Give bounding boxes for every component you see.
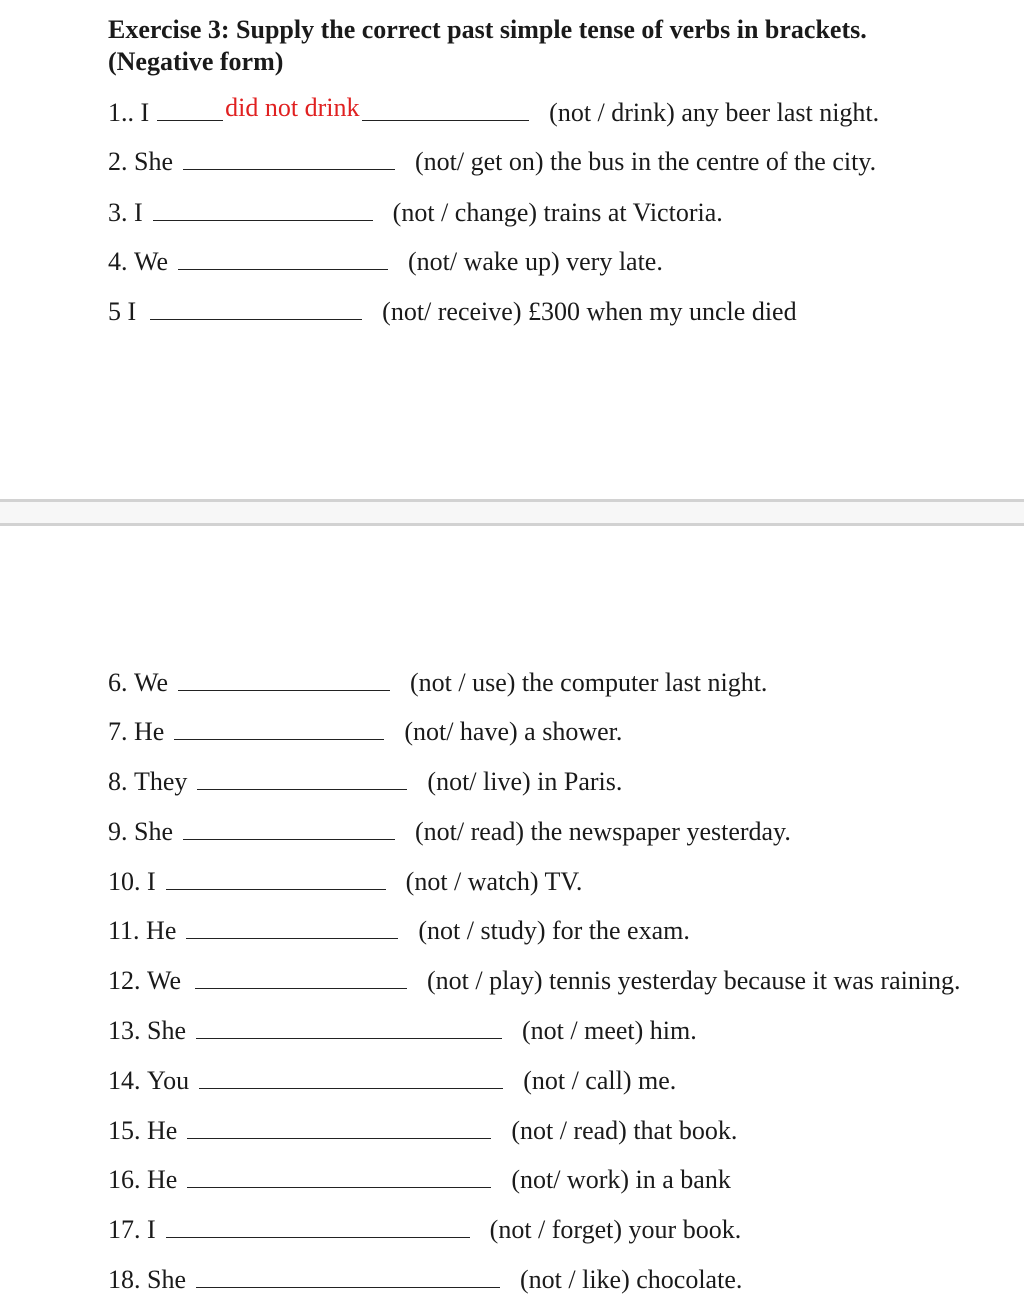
exercise-item-6: [108, 666, 767, 698]
verb-hint: (not / change) trains at Victoria.: [392, 198, 723, 227]
answer-blank[interactable]: [183, 815, 395, 840]
verb-hint: (not / forget) your book.: [489, 1215, 742, 1244]
item-number: 5: [108, 297, 121, 326]
item-subject: We: [134, 247, 168, 276]
item-subject: He: [134, 717, 165, 746]
item-number: 8.: [108, 767, 128, 796]
answer-blank[interactable]: [183, 145, 395, 170]
exercise-item-15: [108, 1114, 737, 1146]
item-subject: We: [134, 668, 168, 697]
answer-blank[interactable]: [150, 295, 362, 320]
item-subject: He: [146, 916, 177, 945]
item-subject: He: [147, 1116, 178, 1145]
item-subject: I: [147, 867, 156, 896]
verb-hint: (not/ read) the newspaper yesterday.: [415, 817, 791, 846]
verb-hint: (not / call) me.: [523, 1066, 677, 1095]
verb-hint: (not/ wake up) very late.: [408, 247, 663, 276]
item-subject: I: [147, 1215, 156, 1244]
exercise-item-8: [108, 765, 622, 797]
exercise-item-1: [108, 93, 880, 128]
exercise-item-14: [108, 1064, 676, 1096]
verb-hint: (not / watch) TV.: [405, 867, 583, 896]
verb-hint: (not / read) that book.: [511, 1116, 738, 1145]
verb-hint: (not/ receive) £300 when my uncle died: [382, 297, 797, 326]
item-subject: She: [147, 1016, 186, 1045]
title-line-2: (Negative form): [108, 47, 284, 76]
item-subject: You: [147, 1066, 190, 1095]
item-number: 10.: [108, 867, 141, 896]
exercise-item-17: [108, 1213, 741, 1245]
item-subject: We: [147, 966, 181, 995]
exercise-item-18: [108, 1263, 742, 1295]
item-number: 14.: [108, 1066, 141, 1095]
verb-hint: (not/ get on) the bus in the centre of the city.: [415, 147, 877, 176]
item-subject: I: [140, 98, 150, 127]
verb-hint: (not/ live) in Paris.: [427, 767, 623, 796]
verb-hint: (not / use) the computer last night.: [410, 668, 768, 697]
item-number: 12.: [108, 966, 141, 995]
item-subject: He: [147, 1165, 178, 1194]
answer-blank[interactable]: [174, 715, 384, 740]
item-number: 15.: [108, 1116, 141, 1145]
exercise-item-13: [108, 1014, 697, 1046]
exercise-item-5: [108, 295, 797, 327]
verb-hint: (not / drink) any beer last night.: [549, 98, 880, 127]
page-separator: [0, 499, 1024, 526]
verb-hint: (not/ work) in a bank: [511, 1165, 731, 1194]
exercise-item-2: [108, 145, 876, 177]
item-number: 16.: [108, 1165, 141, 1194]
answer-blank[interactable]: [178, 245, 388, 270]
answer-blank[interactable]: [199, 1064, 503, 1089]
item-number: 4.: [108, 247, 128, 276]
exercise-item-12: [108, 964, 961, 996]
answer-blank[interactable]: [197, 765, 407, 790]
verb-hint: (not/ have) a shower.: [404, 717, 623, 746]
item-number: 18.: [108, 1265, 141, 1294]
answer-blank[interactable]: [187, 1114, 491, 1139]
answer-blank[interactable]: [196, 1014, 502, 1039]
item-subject: She: [134, 817, 173, 846]
exercise-title: [108, 14, 867, 78]
exercise-item-3: [108, 196, 723, 228]
exercise-item-16: [108, 1163, 731, 1195]
title-line-1: Exercise 3: Supply the correct past simple tense of verbs in brackets.: [108, 15, 867, 44]
filled-answer: did not drink: [225, 93, 360, 122]
item-number: 17.: [108, 1215, 141, 1244]
answer-blank[interactable]: [166, 865, 386, 890]
exercise-item-7: [108, 715, 622, 747]
answer-blank[interactable]: [166, 1213, 470, 1238]
exercise-item-9: [108, 815, 791, 847]
item-number: 6.: [108, 668, 128, 697]
exercise-item-4: [108, 245, 663, 277]
verb-hint: (not / play) tennis yesterday because it was raining.: [427, 966, 961, 995]
answer-blank[interactable]: [157, 93, 529, 122]
item-subject: She: [134, 147, 173, 176]
answer-blank[interactable]: [186, 914, 398, 939]
item-number: 7.: [108, 717, 128, 746]
item-number: 11.: [108, 916, 140, 945]
verb-hint: (not / study) for the exam.: [418, 916, 690, 945]
item-subject: I: [134, 198, 143, 227]
item-number: 1..: [108, 98, 134, 127]
answer-blank[interactable]: [178, 666, 390, 691]
item-subject: She: [147, 1265, 186, 1294]
item-number: 3.: [108, 198, 128, 227]
answer-blank[interactable]: [196, 1263, 500, 1288]
answer-blank[interactable]: [195, 964, 407, 989]
answer-blank[interactable]: [153, 196, 373, 221]
item-subject: I: [127, 297, 137, 326]
item-number: 9.: [108, 817, 128, 846]
item-subject: They: [134, 767, 188, 796]
answer-blank[interactable]: [187, 1163, 491, 1188]
exercise-item-10: [108, 865, 582, 897]
verb-hint: (not / like) chocolate.: [520, 1265, 743, 1294]
item-number: 13.: [108, 1016, 141, 1045]
exercise-item-11: [108, 914, 690, 946]
verb-hint: (not / meet) him.: [522, 1016, 697, 1045]
item-number: 2.: [108, 147, 128, 176]
